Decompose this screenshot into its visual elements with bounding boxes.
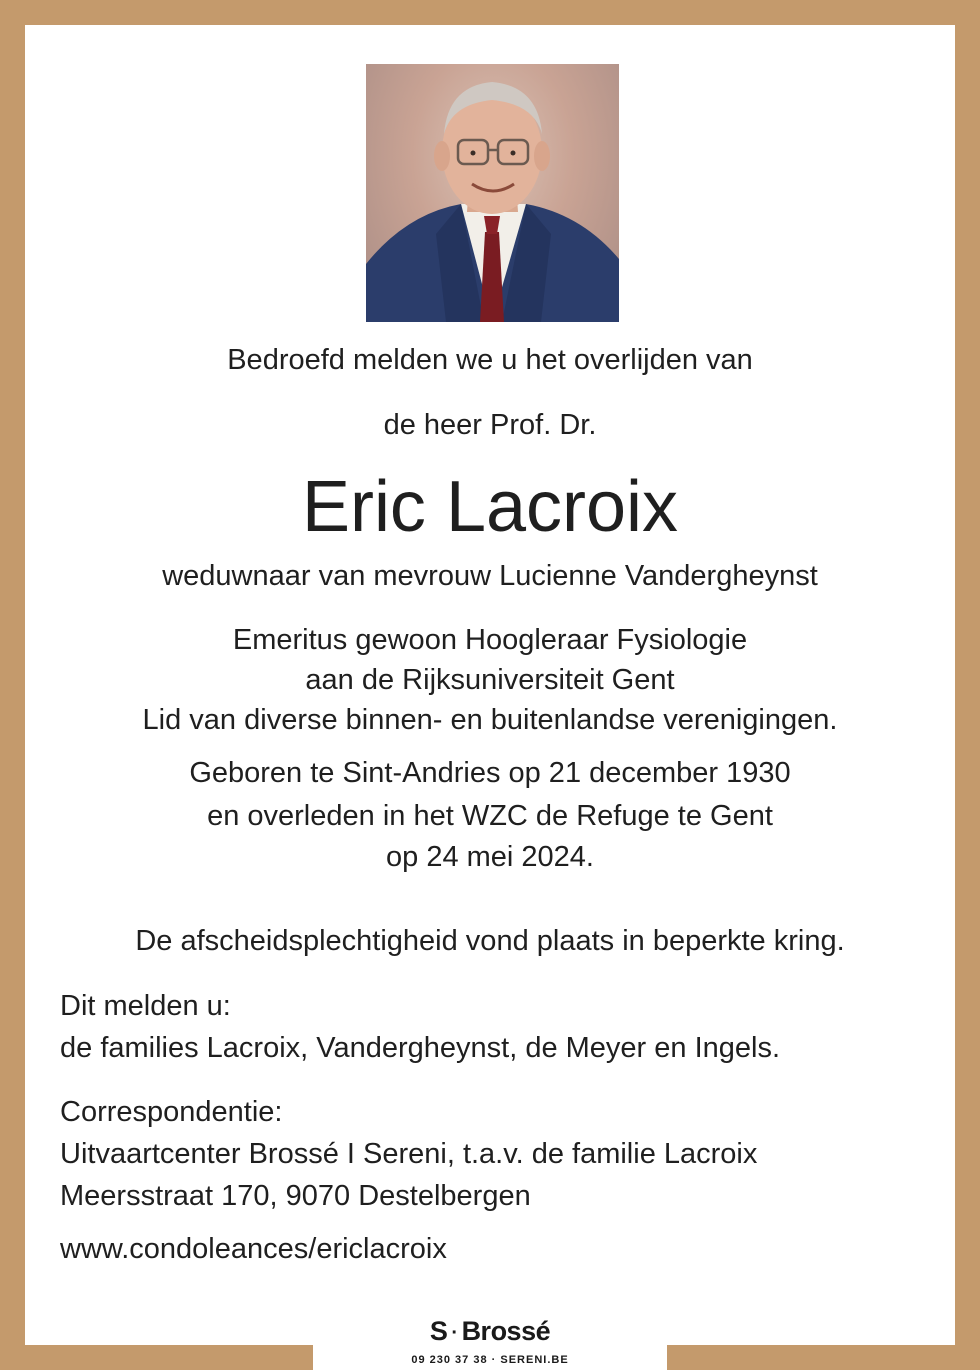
dates-line: en overleden in het WZC de Refuge te Gent [207, 800, 773, 832]
dates-line: op 24 mei 2024. [386, 841, 594, 873]
career-line: Emeritus gewoon Hoogleraar Fysiologie [232, 624, 748, 656]
logo-s: S [429, 1316, 448, 1346]
correspondence-heading: Correspondentie: [60, 1096, 283, 1128]
honorific-title: de heer Prof. Dr. [383, 409, 597, 441]
deceased-name: Eric Lacroix [301, 467, 679, 547]
announcers-heading: Dit melden u: [60, 990, 231, 1022]
correspondence-address-2: Meersstraat 170, 9070 Destelbergen [60, 1180, 531, 1212]
footer-contact [313, 1353, 667, 1367]
dates-line: Geboren te Sint-Andries op 21 december 1930 [189, 757, 791, 789]
correspondence-address-1: Uitvaartcenter Brossé I Sereni, t.a.v. de familie Lacroix [60, 1138, 758, 1170]
spouse-line: weduwnaar van mevrouw Lucienne Vandergheynst [162, 560, 818, 592]
brosse-logo [313, 1316, 667, 1348]
career-line: aan de Rijksuniversiteit Gent [305, 664, 675, 696]
logo-dot: · [451, 1321, 458, 1344]
intro-line: Bedroefd melden we u het overlijden van [227, 344, 753, 376]
logo-name: Brossé [461, 1316, 551, 1346]
ceremony-note: De afscheidsplechtigheid vond plaats in beperkte kring. [135, 925, 845, 957]
footer-separator: · [491, 1354, 497, 1366]
portrait-photo [366, 64, 619, 322]
footer-phone: 09 230 37 38 [411, 1354, 488, 1366]
footer-site: SERENI.BE [500, 1354, 569, 1366]
condolence-website[interactable]: www.condoleances/ericlacroix [60, 1233, 447, 1265]
announcers-text: de families Lacroix, Vandergheynst, de Meyer en Ingels. [60, 1032, 781, 1064]
career-line: Lid van diverse binnen- en buitenlandse verenigingen. [142, 704, 838, 736]
